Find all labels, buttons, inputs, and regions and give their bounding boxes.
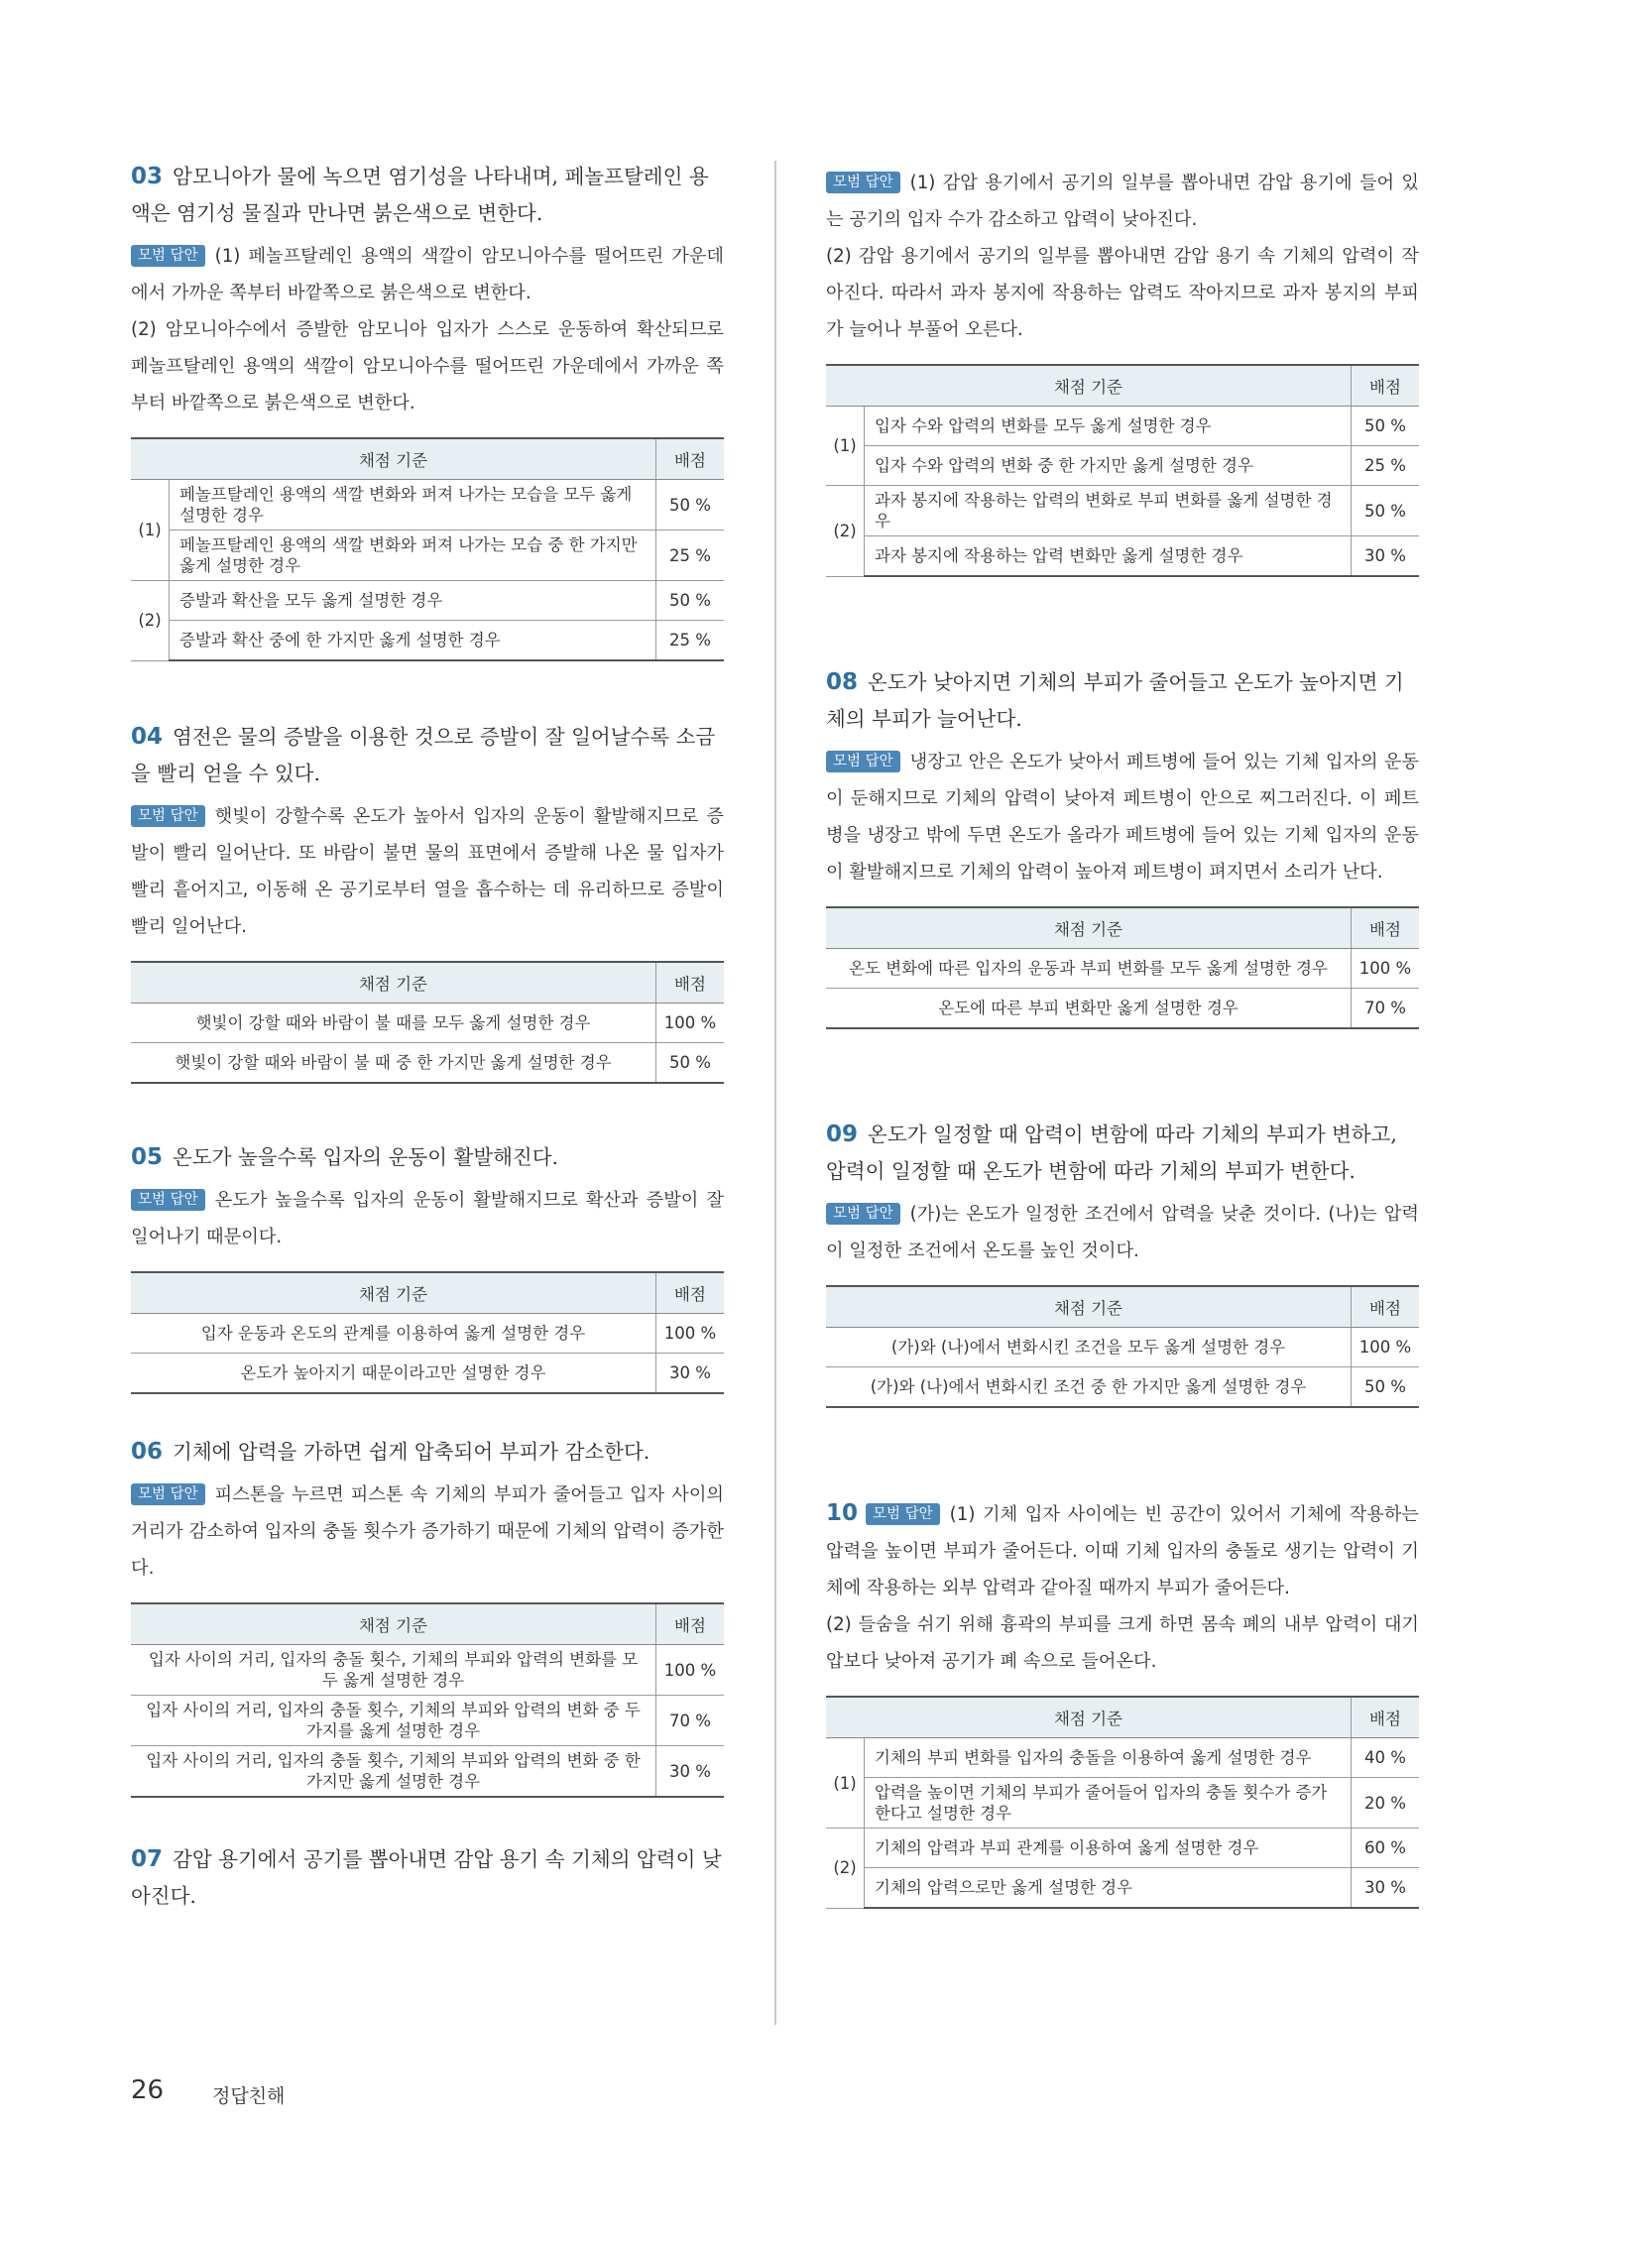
question-text (131, 1841, 724, 1915)
table-header-row (826, 1286, 1419, 1328)
score-cell: 50 % (1352, 407, 1420, 446)
table-row (826, 446, 1419, 486)
score-cell: 30 % (1352, 1868, 1420, 1909)
criterion-cell: 압력을 높이면 기체의 부피가 줄어들어 입자의 충돌 횟수가 증가한다고 설명한 경우 (865, 1778, 1352, 1829)
score-cell: 25 % (656, 531, 725, 581)
criterion-cell: 입자 수와 압력의 변화를 모두 옳게 설명한 경우 (865, 407, 1352, 446)
model-answer-badge: 모범 답안 (826, 1203, 900, 1225)
table-header-row (131, 438, 724, 480)
model-answer-badge: 모범 답안 (131, 1483, 205, 1505)
question-statement: 온도가 낮아지면 기체의 부피가 줄어들고 온도가 높아지면 기체의 부피가 늘어난다. (826, 670, 1404, 731)
table-row (826, 1778, 1419, 1829)
table-row (131, 1004, 724, 1043)
scoring-table (826, 1285, 1419, 1408)
table-row (826, 1328, 1419, 1367)
score-cell: 70 % (656, 1696, 725, 1746)
criterion-cell: 온도에 따른 부피 변화만 옳게 설명한 경우 (826, 989, 1352, 1029)
table-row (131, 621, 724, 661)
criterion-cell: 증발과 확산 중에 한 가지만 옳게 설명한 경우 (170, 621, 656, 661)
score-cell: 100 % (656, 1314, 725, 1354)
model-answer (131, 1477, 724, 1587)
table-row (131, 1043, 724, 1084)
criteria-header: 채점 기준 (826, 907, 1352, 949)
model-answer-text: 피스톤을 누르면 피스톤 속 기체의 부피가 줄어들고 입자 사이의 거리가 감소하여 입자의 충돌 횟수가 증가하기 때문에 기체의 압력이 증가한다. (131, 1484, 724, 1579)
question-statement: 염전은 물의 증발을 이용한 것으로 증발이 잘 일어날수록 소금을 빨리 얻을 수 있다. (131, 725, 716, 785)
table-row (826, 536, 1419, 577)
question-text (131, 159, 724, 232)
score-cell: 100 % (1352, 949, 1420, 989)
table-row (826, 486, 1419, 536)
table-row (131, 1746, 724, 1798)
scoring-table (131, 1271, 724, 1394)
table-header-row (826, 1697, 1419, 1738)
question-text (131, 719, 724, 792)
model-answer-text: (1) 페놀프탈레인 용액의 색깔이 암모니아수를 떨어뜨린 가운데에서 가까운 쪽부터 바깥쪽으로 붉은색으로 변한다. (131, 246, 724, 303)
table-row (826, 407, 1419, 446)
score-cell: 100 % (656, 1004, 725, 1043)
table-row (826, 989, 1419, 1029)
table-row (131, 1314, 724, 1354)
criteria-header: 채점 기준 (826, 365, 1352, 407)
score-header: 배점 (656, 962, 725, 1004)
score-cell: 25 % (1352, 446, 1420, 486)
criterion-cell: 온도가 높아지기 때문이라고만 설명한 경우 (131, 1354, 656, 1394)
criterion-cell: 페놀프탈레인 용액의 색깔 변화와 퍼져 나가는 모습을 모두 옳게 설명한 경우 (170, 480, 656, 531)
score-header: 배점 (656, 438, 725, 480)
table-row (131, 1645, 724, 1696)
score-cell: 30 % (656, 1354, 725, 1394)
score-cell: 50 % (1352, 486, 1420, 536)
model-answer-badge: 모범 답안 (826, 751, 900, 772)
score-cell: 30 % (1352, 536, 1420, 577)
question-block (131, 1139, 724, 1394)
scoring-table (826, 1696, 1419, 1909)
criterion-cell: 입자 사이의 거리, 입자의 충돌 횟수, 기체의 부피와 압력의 변화 중 두 가지를 옳게 설명한 경우 (131, 1696, 656, 1746)
left-column (131, 159, 724, 1915)
criterion-cell: 페놀프탈레인 용액의 색깔 변화와 퍼져 나가는 모습 중 한 가지만 옳게 설명한 경우 (170, 531, 656, 581)
score-cell: 100 % (1352, 1328, 1420, 1367)
model-answer-text: 햇빛이 강할수록 온도가 높아서 입자의 운동이 활발해지므로 증발이 빨리 일어난다. 또 바람이 불면 물의 표면에서 증발해 나온 물 입자가 빨리 흩어지고, 이동해 온 공기로부터 열을 흡수하는 데 유리하므로 증발이 빨리 일어난다. (131, 806, 724, 937)
criterion-cell: 증발과 확산을 모두 옳게 설명한 경우 (170, 581, 656, 621)
question-block (131, 1434, 724, 1798)
criterion-cell: 입자 사이의 거리, 입자의 충돌 횟수, 기체의 부피와 압력의 변화 중 한 가지만 옳게 설명한 경우 (131, 1746, 656, 1798)
table-row (826, 1829, 1419, 1868)
question-block (826, 1495, 1419, 1909)
score-header: 배점 (1352, 365, 1420, 407)
table-row (131, 1696, 724, 1746)
question-statement: 감압 용기에서 공기를 뽑아내면 감압 용기 속 기체의 압력이 낮아진다. (131, 1847, 722, 1908)
criterion-cell: 과자 봉지에 작용하는 압력의 변화로 부피 변화를 옳게 설명한 경우 (865, 486, 1352, 536)
part-label: (1) (826, 407, 865, 486)
model-answer (826, 165, 1419, 238)
question-text (826, 1117, 1419, 1190)
model-answer-badge: 모범 답안 (131, 805, 205, 827)
criterion-cell: 과자 봉지에 작용하는 압력 변화만 옳게 설명한 경우 (865, 536, 1352, 577)
part-label: (2) (826, 1829, 865, 1909)
criterion-cell: (가)와 (나)에서 변화시킨 조건 중 한 가지만 옳게 설명한 경우 (826, 1367, 1352, 1408)
criterion-cell: 기체의 압력으로만 옳게 설명한 경우 (865, 1868, 1352, 1909)
question-block (826, 1117, 1419, 1408)
part-label: (1) (131, 480, 170, 581)
question-number: 04 (131, 724, 164, 750)
footer-label: 정답친해 (212, 2085, 286, 2107)
scoring-table (826, 364, 1419, 577)
score-cell: 100 % (656, 1645, 725, 1696)
model-answer-badge: 모범 답안 (131, 245, 205, 267)
question-block (131, 1841, 724, 1915)
score-cell: 50 % (656, 480, 725, 531)
scoring-table (131, 1602, 724, 1798)
question-number: 09 (826, 1122, 859, 1147)
right-column (826, 159, 1419, 1909)
question-text (826, 664, 1419, 738)
question-number: 08 (826, 669, 859, 695)
part-label: (2) (131, 581, 170, 661)
question-statement: 기체에 압력을 가하면 쉽게 압축되어 부피가 감소한다. (173, 1440, 650, 1464)
criteria-header: 채점 기준 (131, 1603, 656, 1645)
question-number: 03 (131, 164, 164, 189)
criterion-cell: 기체의 압력과 부피 관계를 이용하여 옳게 설명한 경우 (865, 1829, 1352, 1868)
part-label: (2) (826, 486, 865, 577)
model-answer (131, 1182, 724, 1255)
score-header: 배점 (1352, 907, 1420, 949)
table-row (826, 949, 1419, 989)
table-header-row (131, 1272, 724, 1314)
score-cell: 40 % (1352, 1738, 1420, 1778)
score-header: 배점 (656, 1272, 725, 1314)
model-answer (131, 798, 724, 945)
criterion-cell: 입자 운동과 온도의 관계를 이용하여 옳게 설명한 경우 (131, 1314, 656, 1354)
model-answer-badge: 모범 답안 (131, 1189, 205, 1211)
scoring-table (131, 437, 724, 661)
question-block (826, 664, 1419, 1029)
scoring-table (131, 961, 724, 1084)
criteria-header: 채점 기준 (131, 962, 656, 1004)
score-header: 배점 (1352, 1697, 1420, 1738)
score-cell: 25 % (656, 621, 725, 661)
score-header: 배점 (656, 1603, 725, 1645)
question-text (131, 1139, 724, 1176)
criterion-cell: 햇빛이 강할 때와 바람이 불 때를 모두 옳게 설명한 경우 (131, 1004, 656, 1043)
model-answer-text: (1) 기체 입자 사이에는 빈 공간이 있어서 기체에 작용하는 압력을 높이면 부피가 줄어든다. 이때 기체 입자의 충돌로 생기는 압력이 기체에 작용하는 외부 압력과 같아질 때까지 부피가 줄어든다. (826, 1504, 1419, 1598)
score-cell: 50 % (1352, 1367, 1420, 1408)
criterion-cell: 기체의 부피 변화를 입자의 충돌을 이용하여 옳게 설명한 경우 (865, 1738, 1352, 1778)
model-answer-badge: 모범 답안 (866, 1503, 940, 1525)
model-answer-text: (가)는 온도가 일정한 조건에서 압력을 낮춘 것이다. (나)는 압력이 일정한 조건에서 온도를 높인 것이다. (826, 1204, 1419, 1261)
question-number: 07 (131, 1846, 164, 1872)
model-answer (131, 311, 724, 421)
question-statement: 암모니아가 물에 녹으면 염기성을 나타내며, 페놀프탈레인 용액은 염기성 물질과 만나면 붉은색으로 변한다. (131, 165, 709, 225)
question-block (131, 159, 724, 661)
score-cell: 60 % (1352, 1829, 1420, 1868)
scoring-table (826, 906, 1419, 1029)
page-number: 26 (131, 2075, 165, 2105)
question-block (826, 165, 1419, 577)
table-row (826, 1367, 1419, 1408)
criterion-cell: 햇빛이 강할 때와 바람이 불 때 중 한 가지만 옳게 설명한 경우 (131, 1043, 656, 1084)
column-divider (774, 161, 776, 2025)
table-row (131, 581, 724, 621)
criteria-header: 채점 기준 (131, 438, 656, 480)
question-number: 10 (826, 1500, 859, 1526)
table-row (131, 480, 724, 531)
score-cell: 70 % (1352, 989, 1420, 1029)
model-answer-text: 냉장고 안은 온도가 낮아서 페트병에 들어 있는 기체 입자의 운동이 둔해지므로 기체의 압력이 낮아져 페트병이 안으로 찌그러진다. 이 페트병을 냉장고 밖에 두면 온도가 올라가 페트병에 들어 있는 기체 입자의 운동이 활발해지므로 기체의 압력이 높아져 페트병이 펴지면서 소리가 난다. (826, 752, 1419, 883)
criterion-cell: 입자 수와 압력의 변화 중 한 가지만 옳게 설명한 경우 (865, 446, 1352, 486)
criteria-header: 채점 기준 (826, 1697, 1352, 1738)
criteria-header: 채점 기준 (131, 1272, 656, 1314)
table-row (131, 1354, 724, 1394)
table-row (131, 531, 724, 581)
model-answer-text: (2) 암모니아수에서 증발한 암모니아 입자가 스스로 운동하여 확산되므로 페놀프탈레인 용액의 색깔이 암모니아수를 떨어뜨린 가운데에서 가까운 쪽부터 바깥쪽으로 붉은색으로 변한다. (131, 319, 724, 414)
model-answer-text: 온도가 높을수록 입자의 운동이 활발해지므로 확산과 증발이 잘 일어나기 때문이다. (131, 1190, 724, 1247)
model-answer-badge: 모범 답안 (826, 172, 900, 193)
table-header-row (826, 907, 1419, 949)
model-answer (826, 238, 1419, 348)
model-answer (826, 1606, 1419, 1680)
question-statement: 온도가 일정할 때 압력이 변함에 따라 기체의 부피가 변하고, 압력이 일정할 때 온도가 변함에 따라 기체의 부피가 변한다. (826, 1122, 1397, 1183)
question-number: 06 (131, 1439, 164, 1465)
model-answer (826, 744, 1419, 890)
criterion-cell: 온도 변화에 따른 입자의 운동과 부피 변화를 모두 옳게 설명한 경우 (826, 949, 1352, 989)
question-number: 05 (131, 1144, 164, 1170)
criterion-cell: 입자 사이의 거리, 입자의 충돌 횟수, 기체의 부피와 압력의 변화를 모두 옳게 설명한 경우 (131, 1645, 656, 1696)
table-row (826, 1868, 1419, 1909)
model-answer (826, 1196, 1419, 1269)
table-header-row (131, 962, 724, 1004)
question-statement: 온도가 높을수록 입자의 운동이 활발해진다. (173, 1145, 559, 1169)
model-answer-text: (2) 감압 용기에서 공기의 일부를 뽑아내면 감압 용기 속 기체의 압력이 작아진다. 따라서 과자 봉지에 작용하는 압력도 작아지므로 과자 봉지의 부피가 늘어나 부풀어 오른다. (826, 246, 1419, 340)
model-answer-text: (2) 들숨을 쉬기 위해 흉곽의 부피를 크게 하면 몸속 폐의 내부 압력이 대기압보다 낮아져 공기가 폐 속으로 들어온다. (826, 1614, 1419, 1672)
score-header: 배점 (1352, 1286, 1420, 1328)
model-answer (131, 238, 724, 311)
score-cell: 30 % (656, 1746, 725, 1798)
score-cell: 50 % (656, 581, 725, 621)
model-answer (826, 1495, 1419, 1606)
model-answer-text: (1) 감압 용기에서 공기의 일부를 뽑아내면 감압 용기에 들어 있는 공기의 입자 수가 감소하고 압력이 낮아진다. (826, 173, 1419, 230)
table-header-row (826, 365, 1419, 407)
criteria-header: 채점 기준 (826, 1286, 1352, 1328)
question-block (131, 719, 724, 1084)
table-header-row (131, 1603, 724, 1645)
score-cell: 50 % (656, 1043, 725, 1084)
question-text (131, 1434, 724, 1471)
part-label: (1) (826, 1738, 865, 1829)
table-row (826, 1738, 1419, 1778)
score-cell: 20 % (1352, 1778, 1420, 1829)
criterion-cell: (가)와 (나)에서 변화시킨 조건을 모두 옳게 설명한 경우 (826, 1328, 1352, 1367)
